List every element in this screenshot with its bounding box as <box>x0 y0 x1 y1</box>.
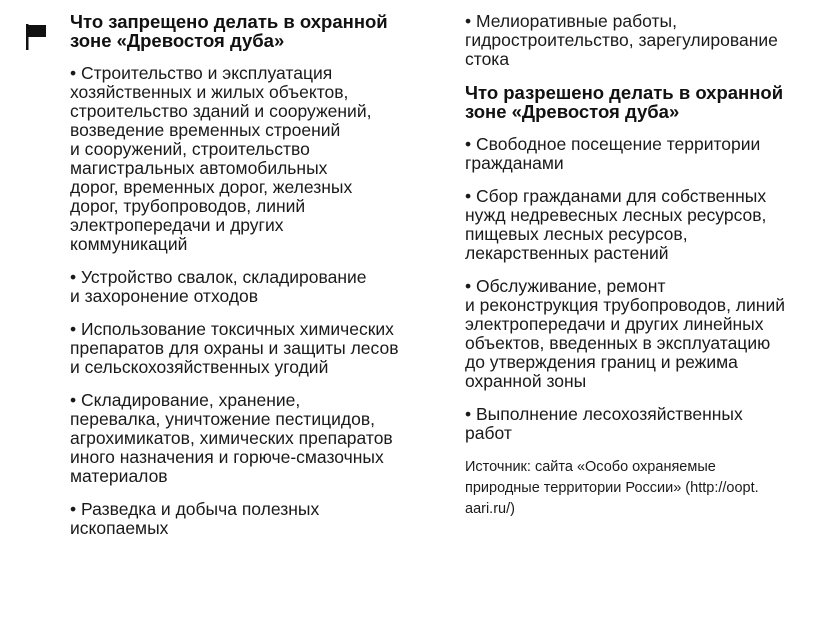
source-note: Источник: сайта «Особо охраняемые природные территории России» (http://oopt. aari.ru/) <box>465 459 759 517</box>
flag-icon <box>26 24 46 50</box>
prohibited-list-continued <box>465 12 825 69</box>
list-item: • Строительство и эксплуатация хозяйственных и жилых объектов, строительство зданий и сооружений, возведение временных строений и сооружений, строительство магистральных автомобильных дорог, временных дорог, железных дорог, трубопроводов, линий электропередачи и других коммуникаций <box>70 63 372 254</box>
allowed-list <box>465 135 825 443</box>
prohibited-heading: Что запрещено делать в охранной зоне «Древостоя дуба» <box>70 11 388 51</box>
right-column <box>465 12 825 520</box>
list-item: • Мелиоративные работы, гидростроительство, зарегулирование стока <box>465 11 778 69</box>
list-item: • Устройство свалок, складирование и захоронение отходов <box>70 267 367 306</box>
list-item: • Разведка и добыча полезных ископаемых <box>70 499 320 538</box>
list-item: • Свободное посещение территории гражданами <box>465 134 761 173</box>
list-item: • Обслуживание, ремонт и реконструкция трубопроводов, линий электропередачи и других линейных объектов, введенных в эксплуатацию до утверждения границ и режима охранной зоны <box>465 276 786 391</box>
list-item: • Сбор гражданами для собственных нужд недревесных лесных ресурсов, пищевых лесных ресурсов, лекарственных растений <box>465 186 767 263</box>
list-item: • Складирование, хранение, перевалка, уничтожение пестицидов, агрохимикатов, химических препаратов иного назначения и горюче-смазочных материалов <box>70 390 393 486</box>
allowed-section <box>465 83 825 443</box>
prohibited-section <box>70 12 430 538</box>
allowed-heading: Что разрешено делать в охранной зоне «Древостоя дуба» <box>465 82 784 122</box>
list-item: • Использование токсичных химических препаратов для охраны и защиты лесов и сельскохозяйственных угодий <box>70 319 399 377</box>
left-column <box>70 12 430 552</box>
list-item: • Выполнение лесохозяйственных работ <box>465 404 743 443</box>
prohibited-list <box>70 64 430 538</box>
